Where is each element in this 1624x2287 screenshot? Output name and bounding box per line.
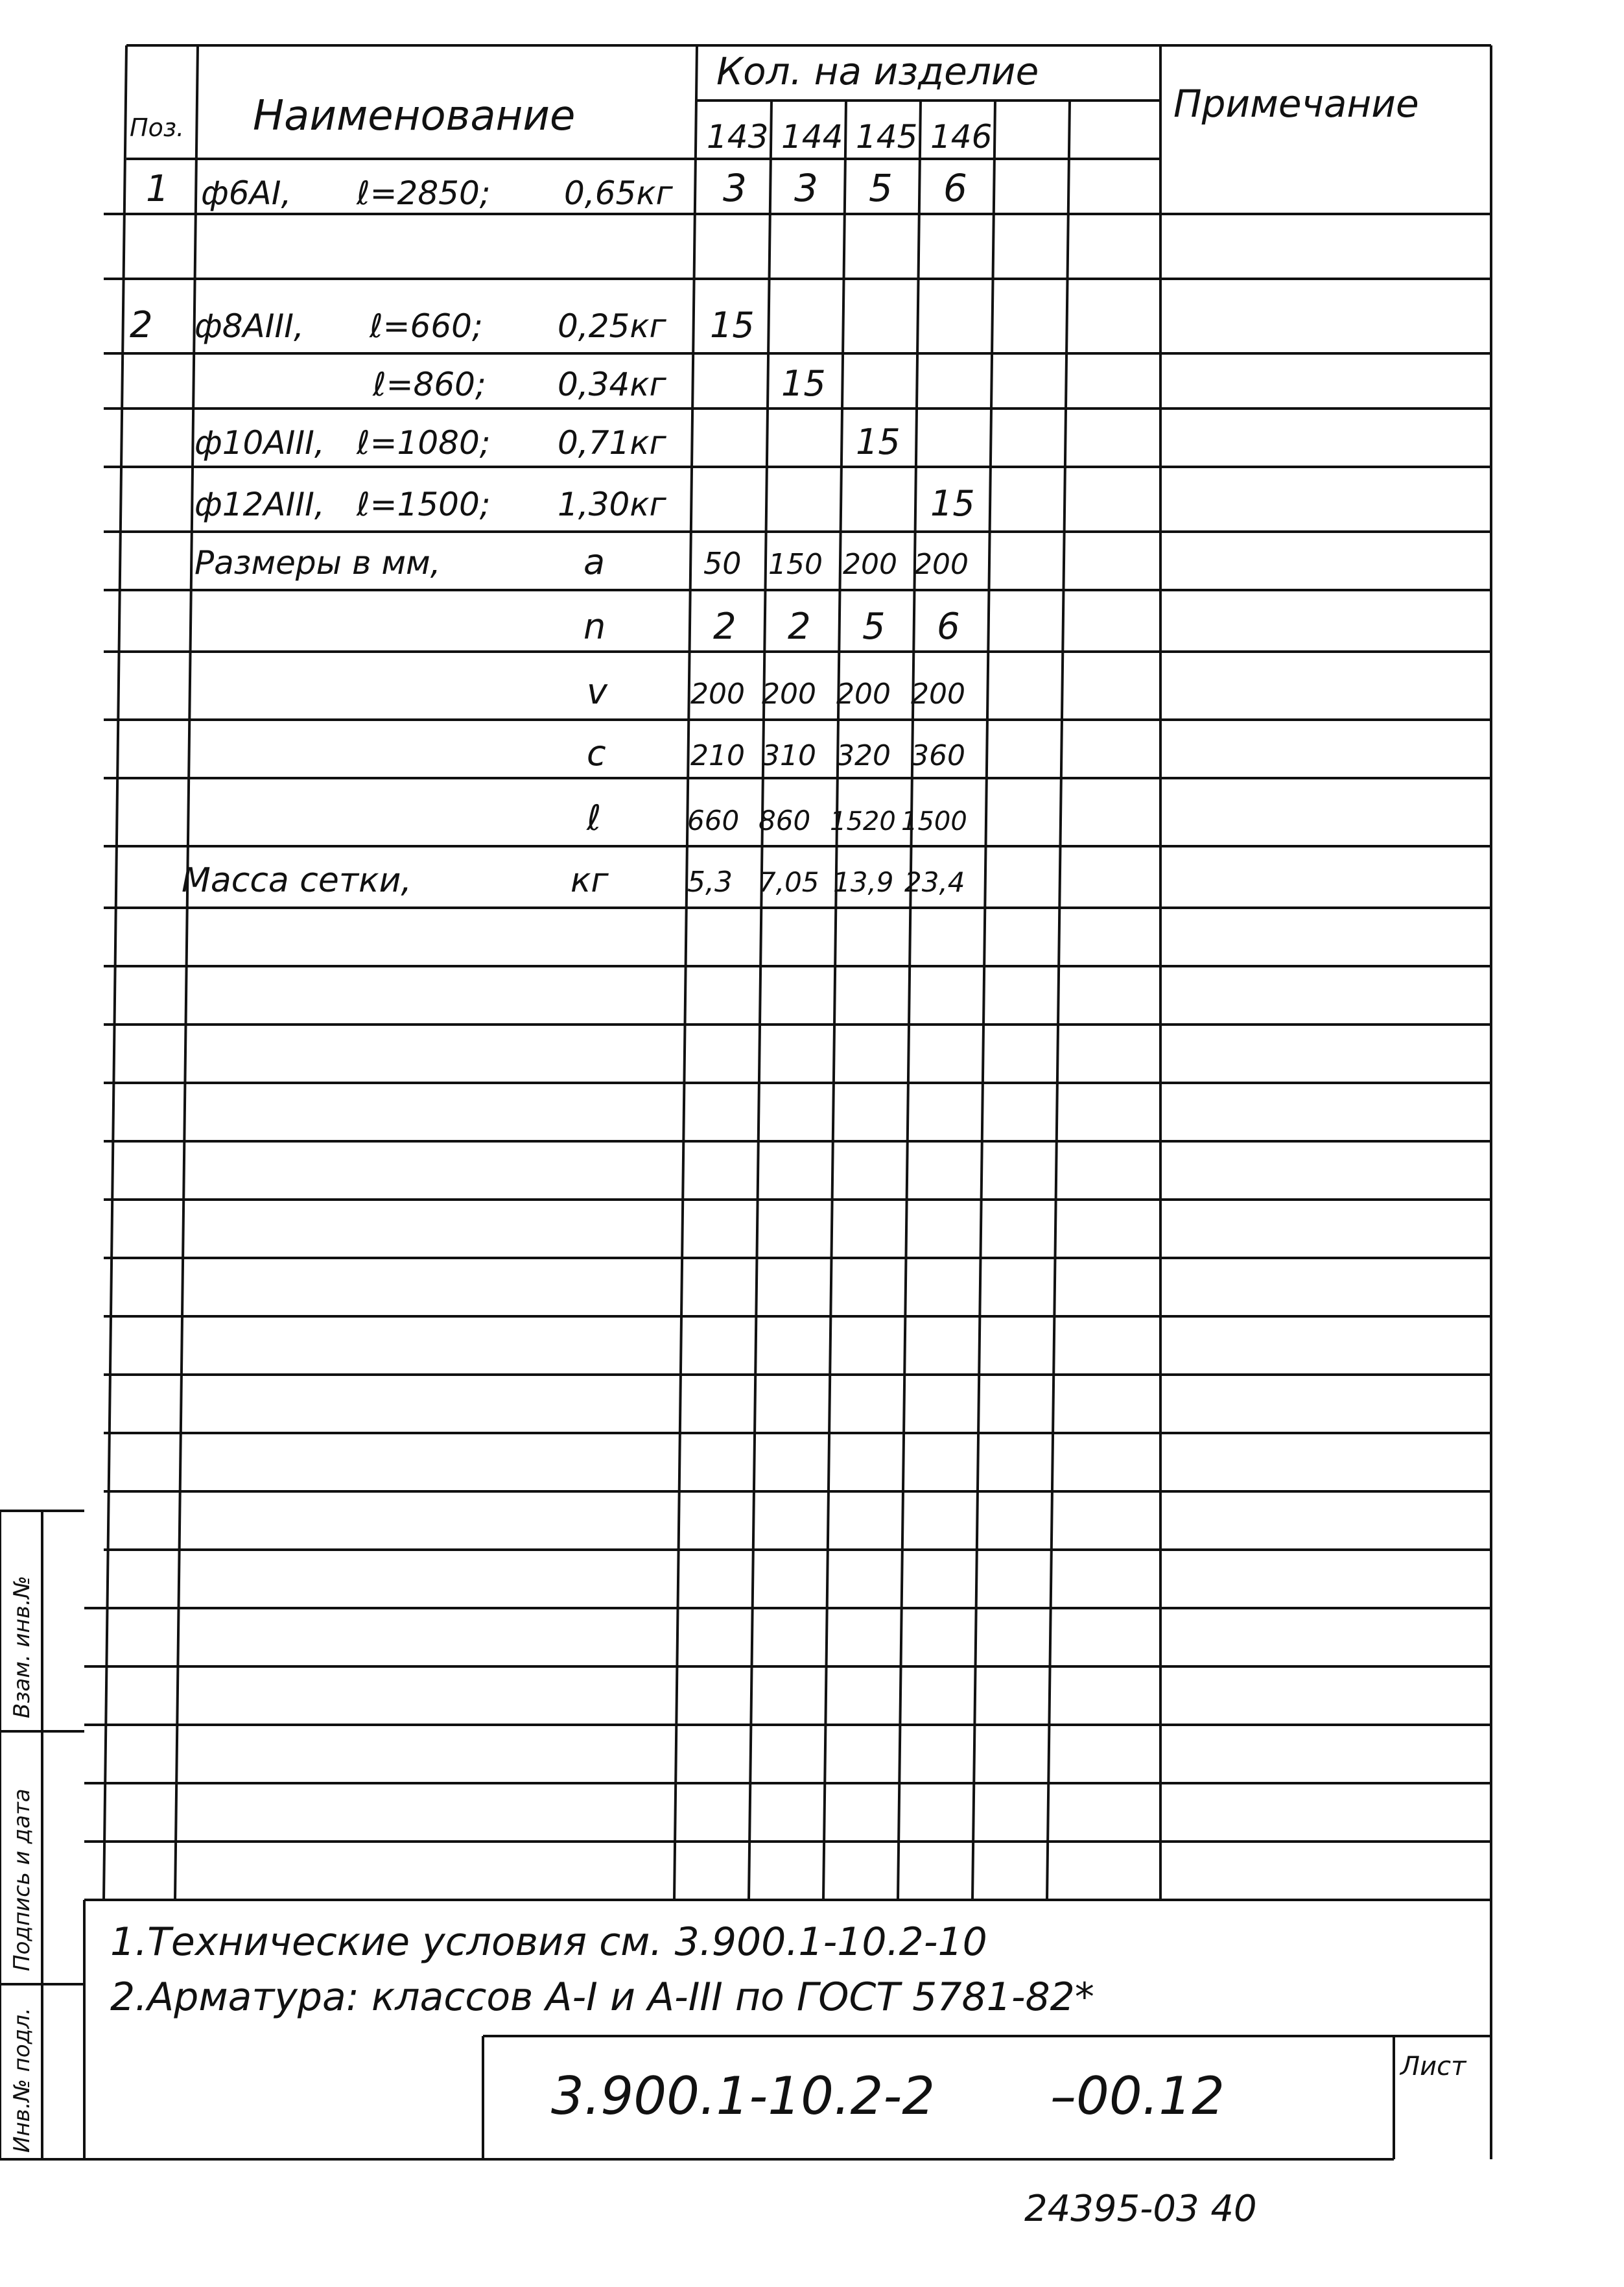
row-qty: 13,9 xyxy=(833,866,894,898)
header-qty-group: Кол. на изделие xyxy=(716,49,1039,93)
row-length: ℓ=1080; xyxy=(357,424,491,462)
row-qty: 5 xyxy=(862,606,886,648)
row-mass: 0,71кг xyxy=(558,424,666,462)
row-qty: 310 xyxy=(762,739,816,772)
row-qty: 15 xyxy=(856,421,900,462)
row-param: ℓ xyxy=(587,798,602,838)
row-pos: 1 xyxy=(146,168,169,210)
header-pos: Поз. xyxy=(130,113,185,142)
row-qty: 2 xyxy=(788,606,811,648)
row-qty: 2 xyxy=(713,606,736,648)
row-qty: 360 xyxy=(911,739,965,772)
side-stamp-inv: Инв.№ подл. xyxy=(9,2008,35,2153)
row-param: c xyxy=(587,733,606,774)
qty-col-146: 146 xyxy=(930,118,993,156)
note-1: 1.Технические условия см. 3.900.1-10.2-10 xyxy=(110,1919,987,1965)
row-qty: 15 xyxy=(781,363,826,404)
doc-sheet-code: –00.12 xyxy=(1050,2066,1225,2126)
side-stamp-signature: Подпись и дата xyxy=(9,1788,35,1971)
row-qty: 200 xyxy=(690,678,745,711)
header-note: Примечание xyxy=(1173,82,1419,126)
row-name: ф8АIII, xyxy=(194,307,304,345)
qty-col-144: 144 xyxy=(781,118,843,156)
row-qty: 6 xyxy=(943,166,967,210)
row-qty: 15 xyxy=(930,483,975,524)
row-qty: 50 xyxy=(703,546,742,581)
row-param: v xyxy=(587,671,607,712)
row-qty: 660 xyxy=(687,805,740,836)
row-qty: 320 xyxy=(836,739,891,772)
row-qty: 1500 xyxy=(901,807,967,836)
row-name: ф12АIII, xyxy=(194,486,325,523)
row-name: ф10АIII, xyxy=(194,424,325,462)
note-2: 2.Арматура: классов А-I и А-III по ГОСТ 5781-82* xyxy=(110,1974,1094,2020)
row-length: ℓ=2850; xyxy=(357,174,491,212)
row-name: ф6АI, xyxy=(201,174,292,212)
side-stamp-replaced: Взам. инв.№ xyxy=(9,1575,35,1718)
row-qty: 200 xyxy=(914,548,969,581)
row-qty: 5 xyxy=(869,166,893,210)
qty-col-143: 143 xyxy=(707,118,769,156)
row-qty: 200 xyxy=(762,678,816,711)
sheet-label: Лист xyxy=(1400,2052,1466,2081)
row-qty: 210 xyxy=(690,739,745,772)
row-length: ℓ=1500; xyxy=(357,486,491,523)
row-mass: 0,65кг xyxy=(564,174,673,212)
row-param: кг xyxy=(571,861,609,900)
row-qty: 23,4 xyxy=(904,866,965,898)
row-qty: 150 xyxy=(768,548,823,581)
row-name: Размеры в мм, xyxy=(194,544,441,582)
row-qty: 3 xyxy=(723,166,747,210)
row-qty: 3 xyxy=(794,166,818,210)
row-mass: 0,34кг xyxy=(558,366,666,403)
row-param: n xyxy=(583,606,606,647)
footer-number: 24395-03 40 xyxy=(1024,2188,1257,2230)
header-name: Наименование xyxy=(253,92,576,140)
row-mass: 1,30кг xyxy=(558,486,666,523)
row-length: ℓ=660; xyxy=(370,307,483,345)
row-param: a xyxy=(583,541,606,582)
row-name: Масса сетки, xyxy=(182,861,412,900)
doc-code: 3.900.1-10.2-2 xyxy=(551,2066,936,2126)
qty-col-145: 145 xyxy=(856,118,918,156)
row-qty: 7,05 xyxy=(759,866,819,898)
row-qty: 200 xyxy=(843,548,897,581)
row-qty: 15 xyxy=(710,305,755,346)
row-qty: 860 xyxy=(759,805,811,836)
row-qty: 200 xyxy=(836,678,891,711)
row-qty: 5,3 xyxy=(687,866,733,899)
row-length: ℓ=860; xyxy=(373,366,486,403)
row-qty: 6 xyxy=(937,606,960,648)
row-qty: 1520 xyxy=(830,807,896,836)
row-pos: 2 xyxy=(130,304,153,346)
row-mass: 0,25кг xyxy=(558,307,666,345)
row-qty: 200 xyxy=(911,678,965,711)
